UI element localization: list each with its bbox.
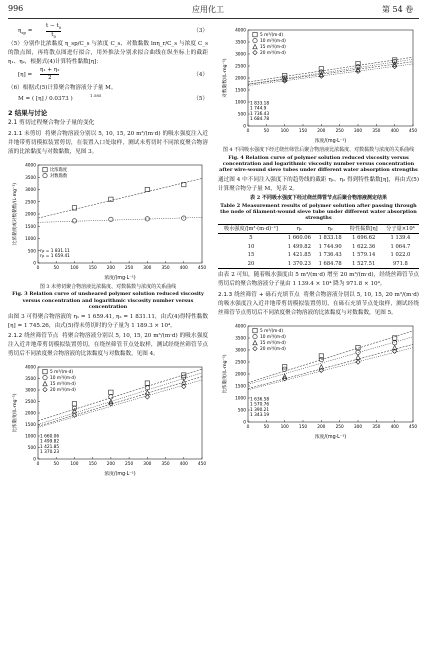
intercept-label: η₂ = 1 831.11	[40, 248, 70, 254]
equation-5: M = ( [η] / 0.0373 ) 1.585 （5）	[18, 93, 208, 103]
figure-4-chart	[218, 24, 419, 146]
y-axis-label: 对数黏数/(L·mg⁻¹)	[223, 58, 228, 98]
figure-3-chart	[8, 159, 208, 283]
fig3-discussion: 由图 3 可得聚合物溶液的 η₁ = 1 659.41, η₂ = 1 831.11，由式(4)得特性黏数[η] = 1 745.26，由式(5)得未剪切时的分子量为 1 189.3 × 10⁴。	[8, 313, 208, 329]
y-tick-label: 4000	[235, 324, 246, 330]
data-point	[43, 388, 47, 392]
trend-line	[248, 57, 413, 82]
trend-line	[38, 178, 202, 218]
x-axis-label: 浓度/(mg·L⁻¹)	[314, 139, 347, 144]
x-tick-label: 100	[280, 129, 289, 134]
intercept-label: 1 636.58	[250, 397, 270, 403]
x-tick-label: 450	[408, 129, 418, 134]
intercept-label: 1 343.19	[250, 412, 270, 418]
y-tick-label: 3000	[235, 52, 246, 58]
y-tick-label: 2500	[25, 200, 36, 206]
figure-4-caption-cn: 图 4 不同吸水强度下经过绕丝筛管后聚合物溶液比浓黏度、对数黏数与浓度的关系曲线	[222, 147, 415, 153]
y-tick-label: 4000	[25, 365, 36, 371]
x-tick-label: 0	[36, 462, 40, 468]
table-row	[218, 234, 419, 243]
header-rule	[8, 18, 419, 19]
trend-line	[248, 347, 413, 389]
table-cell: 1 579.14	[352, 252, 376, 259]
equation-3: $\eta_{sp}$ = $t - t_0$ $t_0$ （3）	[18, 23, 208, 40]
x-tick-label: 350	[161, 462, 170, 468]
intercept-label: 1 370.23	[40, 450, 60, 456]
data-point	[253, 38, 257, 42]
y-tick-label: 2000	[25, 212, 36, 218]
figure-3-caption-cn: 图 3 未剪切聚合物溶液比浓黏度、对数黏数与浓度的关系曲线	[39, 283, 177, 290]
y-tick-label: 500	[27, 249, 36, 255]
legend-entry: 5 m³/(m·d)	[50, 370, 74, 376]
y-tick-label: 1000	[25, 236, 36, 242]
data-point	[72, 402, 76, 406]
table-cell: 971.8	[382, 260, 419, 269]
data-point	[253, 32, 257, 36]
table-cell: 1 370.23	[284, 260, 315, 269]
legend-entry: 15 m³/(m·d)	[260, 45, 286, 50]
x-tick-label: 250	[125, 462, 134, 468]
x-tick-label: 0	[36, 265, 40, 271]
y-tick-label: 1000	[25, 434, 36, 440]
y-tick-label: 1500	[25, 423, 36, 429]
legend-entry: 20 m³/(m·d)	[260, 51, 286, 56]
data-point	[109, 197, 113, 201]
x-tick-label: 350	[372, 424, 381, 430]
y-tick-label: 1000	[235, 100, 246, 106]
x-tick-label: 450	[408, 424, 418, 430]
y-tick-label: 3500	[25, 175, 36, 181]
table-cell: 1 499.82	[287, 243, 311, 250]
intercept-label: 1 421.85	[40, 444, 60, 450]
x-tick-label: 200	[317, 424, 326, 430]
data-point	[253, 346, 257, 350]
table-row	[218, 260, 419, 269]
table-2	[218, 224, 419, 270]
x-axis-label: 浓度/(mg·L⁻¹)	[314, 434, 347, 440]
equation-4: [η] = η₁ + η₂ 2 （4）	[18, 67, 208, 82]
page-number: 996	[8, 4, 24, 13]
legend-entry: 10 m³/(m·d)	[260, 39, 286, 44]
data-point	[145, 381, 149, 385]
y-tick-label: 0	[33, 457, 36, 463]
y-tick-label: 3500	[25, 377, 36, 383]
data-point	[72, 219, 76, 223]
x-tick-label: 150	[298, 424, 308, 430]
trend-line	[38, 217, 202, 222]
intercept-label: 1 684.78	[250, 117, 270, 122]
trend-line	[248, 59, 413, 84]
x-tick-label: 400	[390, 129, 399, 134]
x-tick-label: 450	[197, 462, 207, 468]
x-tick-label: 300	[143, 265, 152, 271]
y-tick-label: 3000	[25, 388, 36, 394]
data-point	[356, 65, 360, 69]
legend-entry: 5 m³/(m·d)	[260, 33, 284, 38]
x-tick-label: 200	[106, 462, 115, 468]
legend-entry: 20 m³/(m·d)	[260, 346, 286, 352]
x-tick-label: 300	[143, 462, 152, 468]
legend-entry: 20 m³/(m·d)	[50, 388, 76, 394]
table-cell: 1 833.18	[318, 235, 342, 242]
y-tick-label: 1500	[25, 224, 36, 230]
data-point	[253, 44, 257, 48]
data-point	[253, 334, 257, 338]
y-tick-label: 3000	[235, 348, 246, 354]
x-tick-label: 0	[246, 129, 250, 134]
table-2-title-cn: 表 2 不同吸水强度下经过绕丝筛管节点后聚合物溶液测定结果	[250, 195, 387, 201]
left-column	[8, 24, 208, 479]
legend-entry: 5 m³/(m·d)	[260, 328, 284, 334]
y-tick-label: 500	[27, 446, 36, 452]
y-tick-label: 0	[33, 261, 36, 267]
intercept-label: 1 744.9	[250, 106, 267, 112]
table-cell: 5	[249, 235, 253, 242]
table-cell: 15	[247, 252, 255, 259]
table-row	[218, 243, 419, 252]
table-2-header-cell: 分子量×10⁴	[382, 224, 419, 234]
data-point	[356, 360, 360, 364]
x-axis-label: 浓度/(mg·L⁻¹)	[104, 472, 136, 478]
data-point	[253, 328, 257, 332]
figure-5-chart	[218, 320, 419, 442]
figure-3-caption-en: Fig. 3 Relation curve of unsheared polymer solution reduced viscosity versus concentration and logarithmic viscosity number versus concentration	[12, 291, 204, 311]
data-point	[145, 395, 149, 399]
x-tick-label: 200	[317, 129, 326, 134]
section-2-heading: 2 结果与讨论	[8, 109, 48, 118]
x-tick-label: 400	[179, 462, 188, 468]
y-tick-label: 2000	[235, 372, 246, 378]
x-tick-label: 200	[106, 265, 115, 271]
intercept-label: 1 660.06	[40, 434, 60, 440]
table-cell: 1 736.43	[318, 252, 342, 259]
trend-line	[248, 62, 413, 85]
intercept-label: 1 499.82	[40, 439, 60, 445]
x-axis-label: 浓度/(mg·L⁻¹)	[104, 275, 136, 281]
x-tick-label: 100	[70, 265, 79, 271]
data-point	[43, 370, 47, 374]
y-tick-label: 4000	[25, 163, 36, 169]
data-point	[253, 50, 257, 54]
x-tick-label: 100	[70, 462, 79, 468]
section-2-1-1: 2.1.1 未剪切 将聚合物溶液分别以 5, 10, 15, 20 m³/(m·d) 的吸水强度注入近井地带剪切模拟装置剪切，在装置入口处取样，测试未剪切时不同浓度聚合物溶液的比浓黏度与对数黏数，见图 3。	[8, 130, 209, 155]
y-tick-label: 2500	[25, 400, 36, 406]
data-point	[43, 167, 47, 171]
table-cell: 1 622.36	[352, 243, 376, 250]
section-2-1-heading: 2.1 剪切过程聚合物分子量的变化	[8, 120, 95, 127]
x-tick-label: 450	[197, 265, 207, 271]
journal-name: 应用化工	[192, 5, 224, 14]
table-2-header-cell: η₂	[315, 224, 346, 234]
figure-4-caption-en: Fig. 4 Relation curve of polymer solution reduced viscosity versus concentration and logarithmic viscosity number versus concentration after wire-wound sieve tubes under different water absorption strengths	[219, 154, 418, 174]
x-tick-label: 50	[53, 462, 59, 468]
legend-entry: 15 m³/(m·d)	[260, 340, 286, 346]
table-row	[218, 251, 419, 260]
x-tick-label: 350	[161, 265, 170, 271]
table-cell: 1 064.7	[390, 243, 411, 250]
y-tick-label: 1500	[235, 384, 246, 390]
step-5: （5）分别作比浓黏度 η_sp/C_s 与浓度 C_s、对数黏数 lnη_r/C_s 与浓度 C_s 的散点图，再将散点图进行拟合，用外推法分别求拟合曲线在纵坐标上的截距 η₁、η₂，根据式(4)计算特性黏数[η]：	[8, 41, 208, 66]
x-tick-label: 250	[125, 265, 134, 271]
y-axis-label: 比浓黏度/(L·mg⁻¹)	[223, 354, 228, 394]
x-tick-label: 150	[88, 265, 97, 271]
table-cell: 1 139.4	[390, 235, 411, 242]
data-point	[109, 217, 113, 221]
table-2-discussion: 由表 2 可知，随着吸水强度由 5 m³/(m·d) 增至 20 m³/(m·d)，经绕丝筛管节点剪切后的聚合物溶液分子量由 1 139.4 × 10⁴ 降为 971.8 × 10⁴。	[218, 272, 419, 288]
table-cell: 1 660.06	[287, 235, 311, 242]
data-point	[319, 74, 323, 78]
y-tick-label: 1000	[235, 396, 246, 402]
figure-left-bottom-chart	[8, 361, 208, 479]
data-point	[43, 382, 47, 386]
y-tick-label: 0	[243, 124, 246, 130]
y-tick-label: 3000	[25, 187, 36, 193]
x-tick-label: 100	[280, 424, 289, 430]
x-tick-label: 400	[179, 265, 188, 271]
y-tick-label: 3500	[235, 40, 246, 46]
data-point	[145, 386, 149, 390]
right-column	[218, 24, 419, 442]
x-tick-label: 150	[298, 129, 308, 134]
x-tick-label: 300	[353, 424, 363, 430]
table-2-header-cell: 吸水强度/[m³·(m·d)⁻¹]	[218, 224, 284, 234]
x-tick-label: 300	[353, 129, 363, 134]
legend-entry: 10 m³/(m·d)	[50, 376, 76, 382]
data-point	[392, 340, 396, 344]
table-cell: 1 684.78	[315, 260, 346, 269]
x-tick-label: 50	[53, 265, 59, 271]
table-2-title-en: Table 2 Measurement results of polymer solution after passing through the node of filament-wound sieve tube under different water absorption strengths	[220, 202, 417, 222]
table-cell: 1 022.0	[390, 252, 411, 259]
y-tick-label: 2500	[235, 360, 246, 366]
legend-entry: 比浓黏度	[50, 167, 68, 173]
table-cell: 1 696.62	[352, 235, 376, 242]
table-cell: 20	[218, 260, 284, 269]
x-tick-label: 400	[390, 424, 399, 430]
y-tick-label: 2500	[235, 64, 246, 70]
y-tick-label: 500	[237, 408, 246, 414]
x-tick-label: 50	[263, 129, 270, 134]
legend-entry: 10 m³/(m·d)	[260, 334, 286, 340]
table-cell: 1 744.90	[318, 243, 342, 250]
y-tick-label: 500	[237, 112, 246, 118]
x-tick-label: 0	[246, 424, 250, 430]
data-point	[43, 173, 47, 177]
intercept-label: 1 833.18	[250, 101, 270, 107]
data-point	[43, 376, 47, 380]
trend-line	[248, 64, 413, 86]
y-axis-label: 比浓黏度/(L·mg⁻¹)	[13, 393, 18, 433]
data-point	[109, 390, 113, 394]
x-tick-label: 350	[372, 129, 381, 134]
y-tick-label: 2000	[25, 411, 36, 417]
step-6: （6）根据式(5)计算聚合物溶液分子量 M。	[8, 85, 117, 92]
intercept-label: η₁ = 1 659.41	[40, 253, 70, 259]
table-2-header-cell: η₁	[284, 224, 315, 234]
volume-label: 第 54 卷	[382, 5, 414, 14]
legend-entry: 对数黏数	[50, 173, 68, 179]
data-point	[145, 187, 149, 191]
y-tick-label: 1500	[235, 88, 246, 94]
intercept-label: 1 570.76	[250, 402, 270, 408]
intercept-label: 1 390.21	[250, 407, 270, 413]
section-2-1-2: 2.1.2 绕丝筛管节点 将聚合物溶液分别以 5, 10, 15, 20 m³/(m·d) 的吸水强度注入近井地带剪切模拟装置剪切，在绕丝筛管节点处取样，测试经绕丝筛管节点剪切后不同浓度聚合物溶液的比浓黏度与对数黏数，见图 4。	[8, 332, 209, 358]
x-tick-label: 150	[88, 462, 97, 468]
fig4-discussion: 通过图 4 中不同注入强度下的趋势线的截距 η₁、η₂ 得到特性黏数[η]，再由式(5)计算聚合物分子量 M，见表 2。	[218, 176, 419, 192]
table-cell: 10	[247, 243, 255, 250]
x-tick-label: 250	[335, 129, 344, 134]
table-cell: 1 421.85	[287, 252, 311, 259]
intercept-label: 1 736.43	[250, 111, 270, 117]
y-tick-label: 0	[243, 420, 246, 426]
data-point	[356, 355, 360, 359]
data-point	[109, 395, 113, 399]
y-axis-label: 比浓黏度或对数黏数/(L·mg⁻¹)	[13, 182, 18, 245]
data-point	[253, 340, 257, 344]
legend-entry: 15 m³/(m·d)	[50, 382, 76, 388]
y-tick-label: 2000	[235, 76, 246, 82]
y-tick-label: 4000	[235, 28, 246, 34]
y-tick-label: 3500	[235, 336, 246, 342]
x-tick-label: 250	[335, 424, 344, 430]
section-2-1-3: 2.1.3 绕丝筛管 + 砾石充填节点 将聚合物溶液分别以 5, 10, 15, 20 m³/(m·d) 的吸水强度注入近井地带剪切模拟装置剪切，在砾石充填节点处取样，测试经绕丝筛管节点剪切后不同浓度聚合物溶液的比浓黏度与对数黏数，见图 5。	[218, 291, 419, 316]
x-tick-label: 50	[263, 424, 270, 430]
table-cell: 1 527.51	[346, 260, 382, 269]
table-2-header-cell: 特性黏数[η]	[346, 224, 382, 234]
